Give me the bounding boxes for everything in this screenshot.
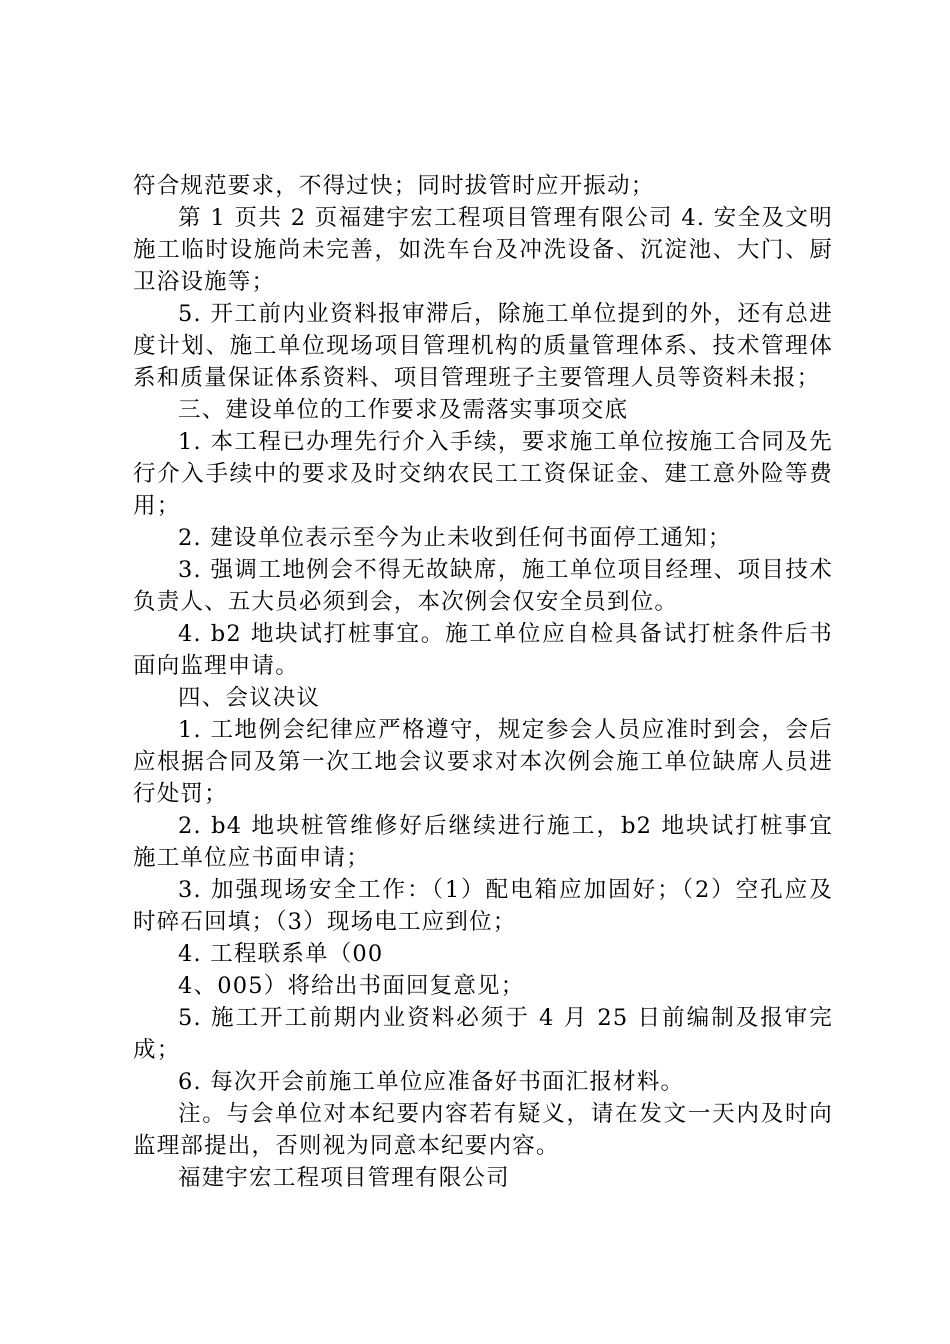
paragraph-site-safety: 3. 加强现场安全工作：（1）配电箱应加固好；（2）空孔应及时碎石回填；（3）现场电工应到位； <box>133 877 833 935</box>
paragraph-civilized-construction: 第 1 页共 2 页福建宇宏工程项目管理有限公司 4. 安全及文明施工临时设施尚未完善，如洗车台及冲洗设备、沉淀池、大门、厨卫浴设施等； <box>133 205 833 295</box>
document-body <box>133 170 833 1194</box>
paragraph-pile-pulling: 符合规范要求，不得过快；同时拔管时应开振动； <box>133 173 655 199</box>
paragraph-deadline: 5. 施工开工前期内业资料必须于 4 月 25 日前编制及报审完成； <box>133 1005 833 1063</box>
paragraph-meeting-attendance: 3. 强调工地例会不得无故缺席，施工单位项目经理、项目技术负责人、五大员必须到会，本次例会仅安全员到位。 <box>133 557 833 615</box>
section-heading-owner-requirements: 三、建设单位的工作要求及需落实事项交底 <box>178 397 629 423</box>
paragraph-report-materials: 6. 每次开会前施工单位应准备好书面汇报材料。 <box>178 1069 685 1095</box>
paragraph-b4-repair: 2. b4 地块桩管维修好后继续进行施工，b2 地块试打桩事宜施工单位应书面申请； <box>133 813 833 871</box>
paragraph-document-review-delay: 5. 开工前内业资料报审滞后，除施工单位提到的外，还有总进度计划、施工单位现场项目管理机构的质量管理体系、技术管理体系和质量保证体系资料、项目管理班子主要管理人员等资料未报； <box>133 301 833 391</box>
paragraph-written-reply: 4、005）将给出书面回复意见； <box>178 973 525 999</box>
paragraph-meeting-discipline: 1. 工地例会纪律应严格遵守，规定参会人员应准时到会，会后应根据合同及第一次工地会议要求对本次例会施工单位缺席人员进行处罚； <box>133 717 833 807</box>
paragraph-no-stop-notice: 2. 建设单位表示至今为止未收到任何书面停工通知； <box>178 525 732 551</box>
paragraph-contact-sheet: 4. 工程联系单（00 <box>178 941 384 967</box>
paragraph-b2-test-piling: 4. b2 地块试打桩事宜。施工单位应自检具备试打桩条件后书面向监理申请。 <box>133 621 833 679</box>
section-heading-resolutions: 四、会议决议 <box>178 685 321 711</box>
paragraph-note: 注。与会单位对本纪要内容若有疑义，请在发文一天内及时向监理部提出，否则视为同意本纪要内容。 <box>133 1101 833 1159</box>
paragraph-advance-procedures: 1. 本工程已办理先行介入手续，要求施工单位按施工合同及先行介入手续中的要求及时交纳农民工工资保证金、建工意外险等费用； <box>133 429 833 519</box>
signature-company: 福建宇宏工程项目管理有限公司 <box>178 1165 510 1191</box>
